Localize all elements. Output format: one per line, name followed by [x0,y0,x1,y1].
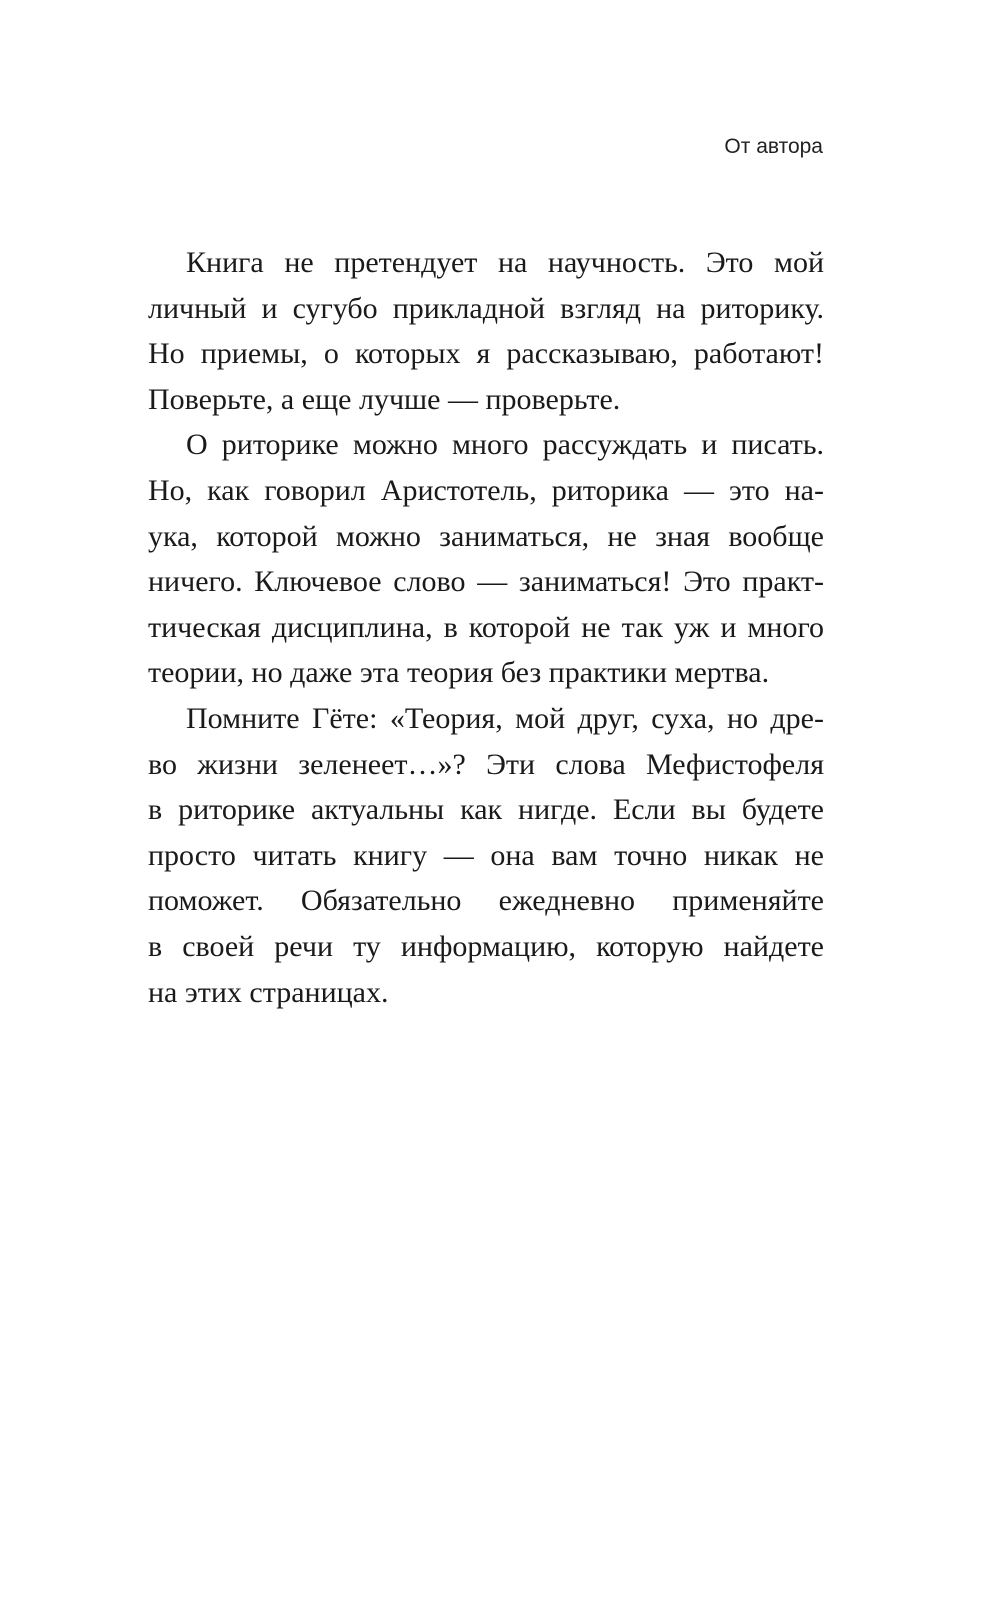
text-line: личный и сугубо прикладной взгляд на риторику. [148,291,824,325]
text-line: Но, как говорил Аристотель, риторика — это на- [148,473,824,507]
text-line: на этих страницах. [148,975,389,1009]
text-line: тическая дисциплина, в которой не так уж и много [148,610,824,644]
body-text [148,240,824,1015]
text-line: ука, которой можно заниматься, не зная вообще [148,519,824,553]
text-line: просто читать книгу — она вам точно никак не [148,838,824,872]
text-line: О риторике можно много рассуждать и писать. [186,428,824,462]
text-line: во жизни зеленеет…»? Эти слова Мефистофеля [148,747,824,781]
text-line: в риторике актуальны как нигде. Если вы будете [148,793,824,827]
text-line: Поверьте, а еще лучше — проверьте. [148,382,621,416]
text-line: в своей речи ту информацию, которую найдете [148,929,824,963]
text-line: Но приемы, о которых я рассказываю, работают! [148,337,824,371]
text-line: ничего. Ключевое слово — заниматься! Это практ- [148,565,824,599]
text-line: поможет. Обязательно ежедневно применяйте [148,884,824,918]
running-header: От автора [724,135,823,158]
text-line: теории, но даже эта теория без практики мертва. [148,656,770,690]
text-line: Помните Гёте: «Теория, мой друг, суха, но дре- [186,701,824,735]
text-line: Книга не претендует на научность. Это мой [186,246,824,279]
